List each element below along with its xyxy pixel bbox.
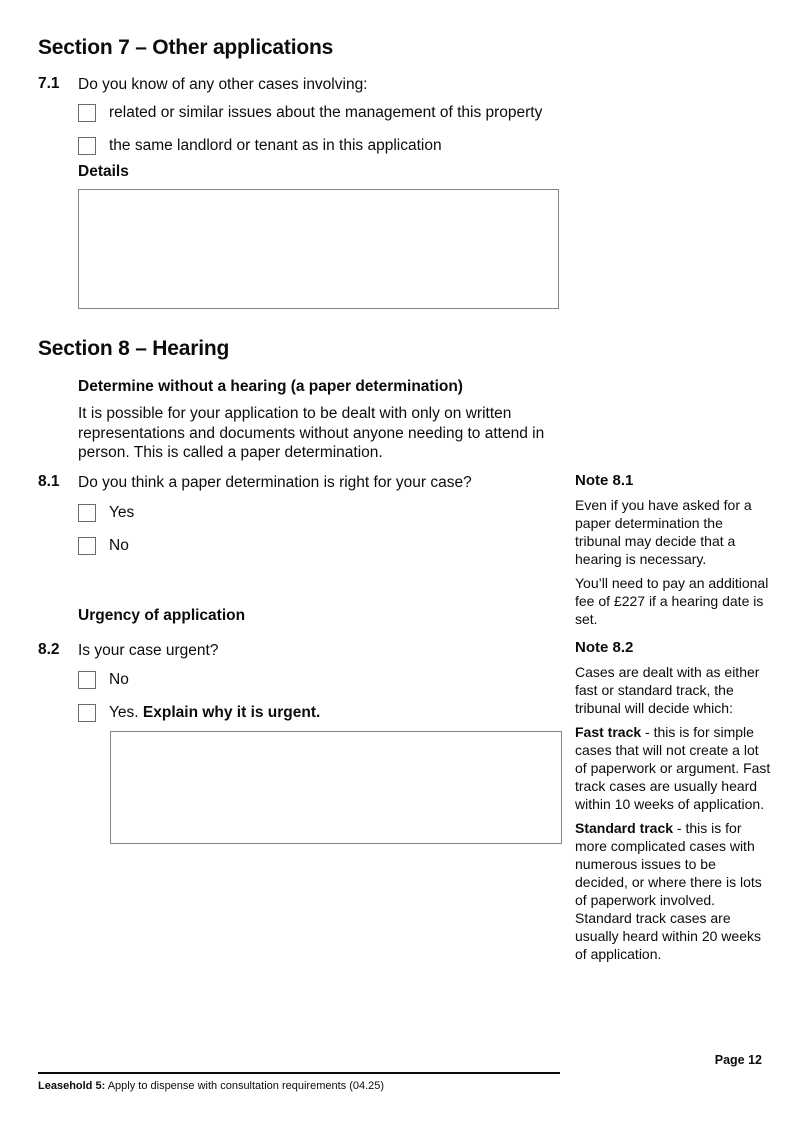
option-8-2-no-label: No — [109, 671, 129, 688]
note-8-1-para1: Even if you have asked for a paper determination the tribunal may decide that a hearing is necessary. — [575, 497, 752, 567]
note-8-1 — [575, 472, 771, 634]
question-7-1 — [38, 75, 578, 94]
option-8-1-yes-label: Yes — [109, 504, 135, 521]
question-8-1-text: Do you think a paper determination is right for your case? — [78, 474, 472, 491]
note-8-2-standard-track — [575, 819, 771, 963]
note-8-2-fast-track — [575, 723, 771, 813]
checkbox-related-issues[interactable] — [78, 104, 96, 122]
option-related-issues — [78, 103, 542, 122]
note-8-2-standard-track-term: Standard track — [575, 820, 674, 836]
option-8-2-yes-prefix: Yes. — [109, 704, 143, 721]
option-8-1-no — [78, 536, 129, 555]
checkbox-paper-yes[interactable] — [78, 504, 96, 522]
note-8-2 — [575, 639, 771, 969]
paper-determination-heading: Determine without a hearing (a paper determination) — [78, 378, 463, 395]
note-8-2-fast-track-text: - this is for simple cases that will not create a lot of paperwork or argument. Fast track cases are usually heard within 10 weeks of application. — [575, 724, 771, 812]
option-8-1-no-label: No — [109, 537, 129, 554]
option-8-2-yes — [78, 703, 320, 722]
option-same-landlord-label: the same landlord or tenant as in this application — [109, 137, 442, 154]
section7-heading: Section 7 – Other applications — [38, 36, 334, 59]
option-8-2-yes-label — [109, 703, 320, 722]
note-8-2-fast-track-term: Fast track — [575, 724, 642, 740]
urgency-heading: Urgency of application — [78, 607, 246, 624]
page-number: Page 12 — [714, 1053, 762, 1067]
urgent-reason-textbox[interactable] — [110, 731, 562, 844]
paper-determination-text: It is possible for your application to be dealt with only on written representations and documents without anyone needing to attend in person. This is called a paper determination. — [78, 405, 545, 461]
option-8-2-no — [78, 670, 129, 689]
checkbox-paper-no[interactable] — [78, 537, 96, 555]
question-7-1-text: Do you know of any other cases involving: — [78, 76, 368, 93]
question-8-2-text: Is your case urgent? — [78, 642, 219, 659]
option-same-landlord — [78, 136, 442, 155]
note-8-2-heading: Note 8.2 — [575, 639, 634, 656]
footer-doc-name: Leasehold 5: — [38, 1080, 106, 1092]
note-8-2-intro: Cases are dealt with as either fast or standard track, the tribunal will decide which: — [575, 664, 760, 716]
option-8-2-yes-bold: Explain why it is urgent. — [142, 704, 321, 721]
details-textbox[interactable] — [78, 189, 559, 309]
question-8-1 — [38, 473, 578, 492]
section8-heading: Section 8 – Hearing — [38, 337, 230, 360]
option-8-1-yes — [78, 503, 134, 522]
question-8-2-number: 8.2 — [38, 641, 60, 658]
details-label: Details — [78, 163, 129, 180]
note-8-2-standard-track-text: - this is for more complicated cases with numerous issues to be decided, or where there is lots of paperwork involved. Standard track cases are usually heard within 20 weeks of application. — [575, 820, 762, 962]
option-related-issues-label: related or similar issues about the management of this property — [109, 104, 543, 121]
checkbox-urgent-no[interactable] — [78, 671, 96, 689]
question-8-1-number: 8.1 — [38, 473, 60, 490]
footer-doc-subtitle: Apply to dispense with consultation requirements (04.25) — [105, 1080, 385, 1092]
note-8-1-para2: You’ll need to pay an additional fee of £227 if a hearing date is set. — [575, 575, 769, 627]
checkbox-same-landlord[interactable] — [78, 137, 96, 155]
question-7-1-number: 7.1 — [38, 75, 60, 92]
checkbox-urgent-yes[interactable] — [78, 704, 96, 722]
footer-doc-title — [38, 1079, 598, 1093]
footer-divider — [38, 1072, 560, 1074]
note-8-1-heading: Note 8.1 — [575, 472, 634, 489]
question-8-2 — [38, 641, 578, 660]
